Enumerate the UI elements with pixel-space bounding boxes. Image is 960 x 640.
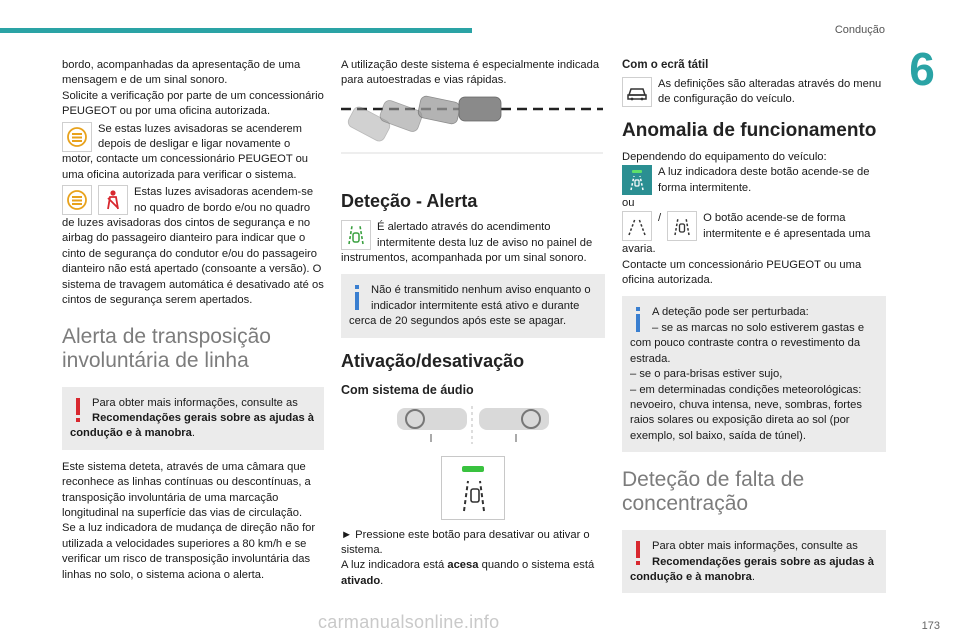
column-2 xyxy=(341,58,605,589)
bold-text: ativado xyxy=(341,574,381,587)
paragraph: bordo, acompanhadas da apresentação de uma mensagem e de um sinal sonoro. xyxy=(62,59,301,87)
section-heading: Anomalia de funcionamento xyxy=(622,119,877,141)
subheading: Com o ecrã tátil xyxy=(622,59,709,71)
page-number: 173 xyxy=(921,620,940,632)
warning-text: Para obter mais informações, consulte as xyxy=(92,396,298,409)
slash-separator: / xyxy=(658,212,662,225)
subheading: Com sistema de áudio xyxy=(341,382,474,397)
lane-assist-indicator-icon xyxy=(622,165,652,195)
paragraph: O botão acende-se de forma intermitente e é apresentada uma avaria. xyxy=(622,212,871,256)
column-3 xyxy=(622,58,886,603)
warning-box xyxy=(622,530,886,593)
info-item: – em determinadas condições meteorológicas: nevoeiro, chuva intensa, neve, sombras, fortes raios solares ou exposição direta ao sol (por exemplo, sol baixo, saída de túnel). xyxy=(630,383,862,442)
lane-warning-icon xyxy=(341,220,371,250)
paragraph: A utilização deste sistema é especialmente indicada para autoestradas e vias rápidas. xyxy=(341,59,600,87)
warning-box xyxy=(62,387,324,450)
punctuation: . xyxy=(191,427,195,440)
info-title: A deteção pode ser perturbada: xyxy=(652,306,809,319)
info-box xyxy=(622,296,886,452)
lane-departure-illustration xyxy=(341,95,603,165)
paragraph: ► Pressione este botão para desativar ou ativar o sistema. xyxy=(341,528,590,557)
paragraph: Este sistema deteta, através de uma câmara que reconhece as linhas contínuas ou descontínuas, a transposição involuntária de uma marcação longitudinal na superfície das vias de circulação. xyxy=(62,460,311,519)
exclamation-icon xyxy=(630,541,648,567)
header-accent-bar xyxy=(0,28,472,33)
section-heading: Deteção de falta de concentração xyxy=(622,468,805,516)
section-heading: Ativação/desativação xyxy=(341,350,525,371)
paragraph: Estas luzes avisadoras acendem-se no quadro de bordo e/ou no quadro de luzes avisadoras dos cintos de segurança e no airbag do passageiro dianteiro para indicar que o cinto de segurança do condutor e/ou do passageiro dianteiro não está apertado (consoante a versão). O sistema de travagem automática é desativado até os cintos de segurança serem apertados. xyxy=(62,186,324,307)
punctuation: . xyxy=(751,570,755,583)
seatbelt-icon xyxy=(98,185,128,215)
paragraph: As definições são alteradas através do menu de configuração do veículo. xyxy=(658,78,882,106)
paragraph: É alertado através do acendimento intermitente desta luz de aviso no painel de instrumentos, acompanhada por um sinal sonoro. xyxy=(341,221,593,265)
info-item: – se as marcas no solo estiverem gastas e com pouco contraste contra o revestimento da estrada. xyxy=(630,321,865,365)
info-icon xyxy=(349,285,367,311)
info-item: – se o para-brisas estiver sujo, xyxy=(630,368,783,381)
warning-reference: Recomendações gerais sobre as ajudas à condução e à manobra xyxy=(630,555,874,583)
paragraph: Contacte um concessionário PEUGEOT ou uma oficina autorizada. xyxy=(622,258,862,287)
warning-light-icon xyxy=(62,122,92,152)
column-1 xyxy=(62,58,324,583)
vehicle-settings-icon xyxy=(622,77,652,107)
paragraph: A luz indicadora deste botão acende-se de forma intermitente. xyxy=(658,166,870,194)
exclamation-icon xyxy=(70,398,88,424)
chapter-number: 6 xyxy=(909,43,935,95)
text-fragment: quando o sistema está xyxy=(481,559,595,572)
text-fragment: A luz indicadora está xyxy=(341,559,445,572)
paragraph: Se a luz indicadora de mudança de direção não for utilizada a velocidades superiores a 80 km/h e se verificar um risco de transposição involuntária das linhas no solo, o sistema aciona o alerta. xyxy=(62,522,316,581)
info-box xyxy=(341,274,605,337)
paragraph: Solicite a verificação por parte de um concessionário PEUGEOT ou por uma oficina autorizada. xyxy=(62,89,324,118)
info-icon xyxy=(630,307,648,333)
paragraph: Dependendo do equipamento do veículo: xyxy=(622,150,827,163)
watermark: carmanualsonline.info xyxy=(318,612,500,632)
lane-assist-button[interactable] xyxy=(441,456,505,520)
section-title: Condução xyxy=(834,24,885,36)
lane-assist-icon xyxy=(667,211,697,241)
punctuation: . xyxy=(380,574,384,587)
bold-text: acesa xyxy=(447,559,479,572)
info-text: Não é transmitido nenhum aviso enquanto o indicador intermitente está ativo e durante cerca de 20 segundos após este se apagar. xyxy=(349,284,591,328)
steering-controls-illustration xyxy=(341,402,603,450)
paragraph xyxy=(341,558,605,589)
warning-light-icon xyxy=(62,185,92,215)
paragraph: Se estas luzes avisadoras se acenderem depois de desligar e ligar novamente o motor, contacte um concessionário PEUGEOT ou uma oficina autorizada para verificar o sistema. xyxy=(62,122,309,181)
warning-reference: Recomendações gerais sobre as ajudas à condução e à manobra xyxy=(70,411,314,440)
paragraph: ou xyxy=(622,197,635,210)
lane-departure-icon xyxy=(622,211,652,241)
warning-text: Para obter mais informações, consulte as xyxy=(652,540,858,553)
section-heading: Deteção - Alerta xyxy=(341,191,478,212)
section-heading: Alerta de transposição involuntária de linha xyxy=(62,324,271,372)
